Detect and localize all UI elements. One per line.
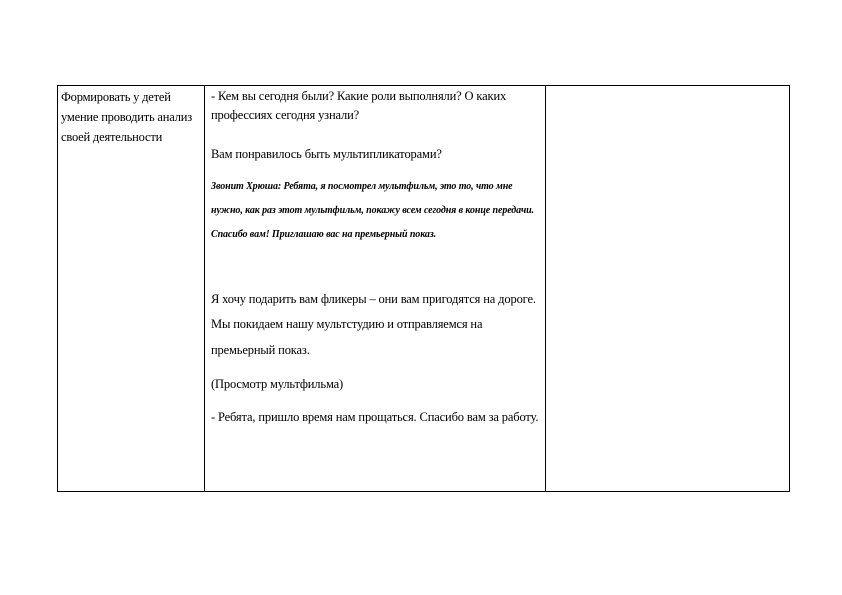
reflection-question: - Кем вы сегодня были? Какие роли выполняли? О каких профессиях сегодня узнали? [211,89,507,122]
table-row [58,86,790,492]
spacer [211,247,542,287]
content-cell [205,86,546,492]
phone-call-text: Звонит Хрюша: Ребята, я посмотрел мультфильм, это то, что мне нужно, как раз этот мультфильм, покажу всем сегодня в конце передачи. Спасибо вам! Приглашаю вас на премьерный показ. [211,180,534,240]
notes-cell [546,86,790,492]
content-block [205,86,545,430]
farewell-text: - Ребята, пришло время нам прощаться. Спасибо вам за работу. [211,409,539,424]
goal-text: Формировать у детей умение проводить анализ своей деятельности [61,90,192,144]
watch-note: (Просмотр мультфильма) [211,377,344,391]
gift-text: Я хочу подарить вам фликеры – они вам пригодятся на дороге. Мы покидаем нашу мультстудию и отправляемся на премьерный показ. [211,291,536,357]
lesson-plan-table [57,85,790,492]
enjoyed-question: Вам понравилось быть мультипликаторами? [211,147,442,161]
goal-cell [58,86,205,492]
